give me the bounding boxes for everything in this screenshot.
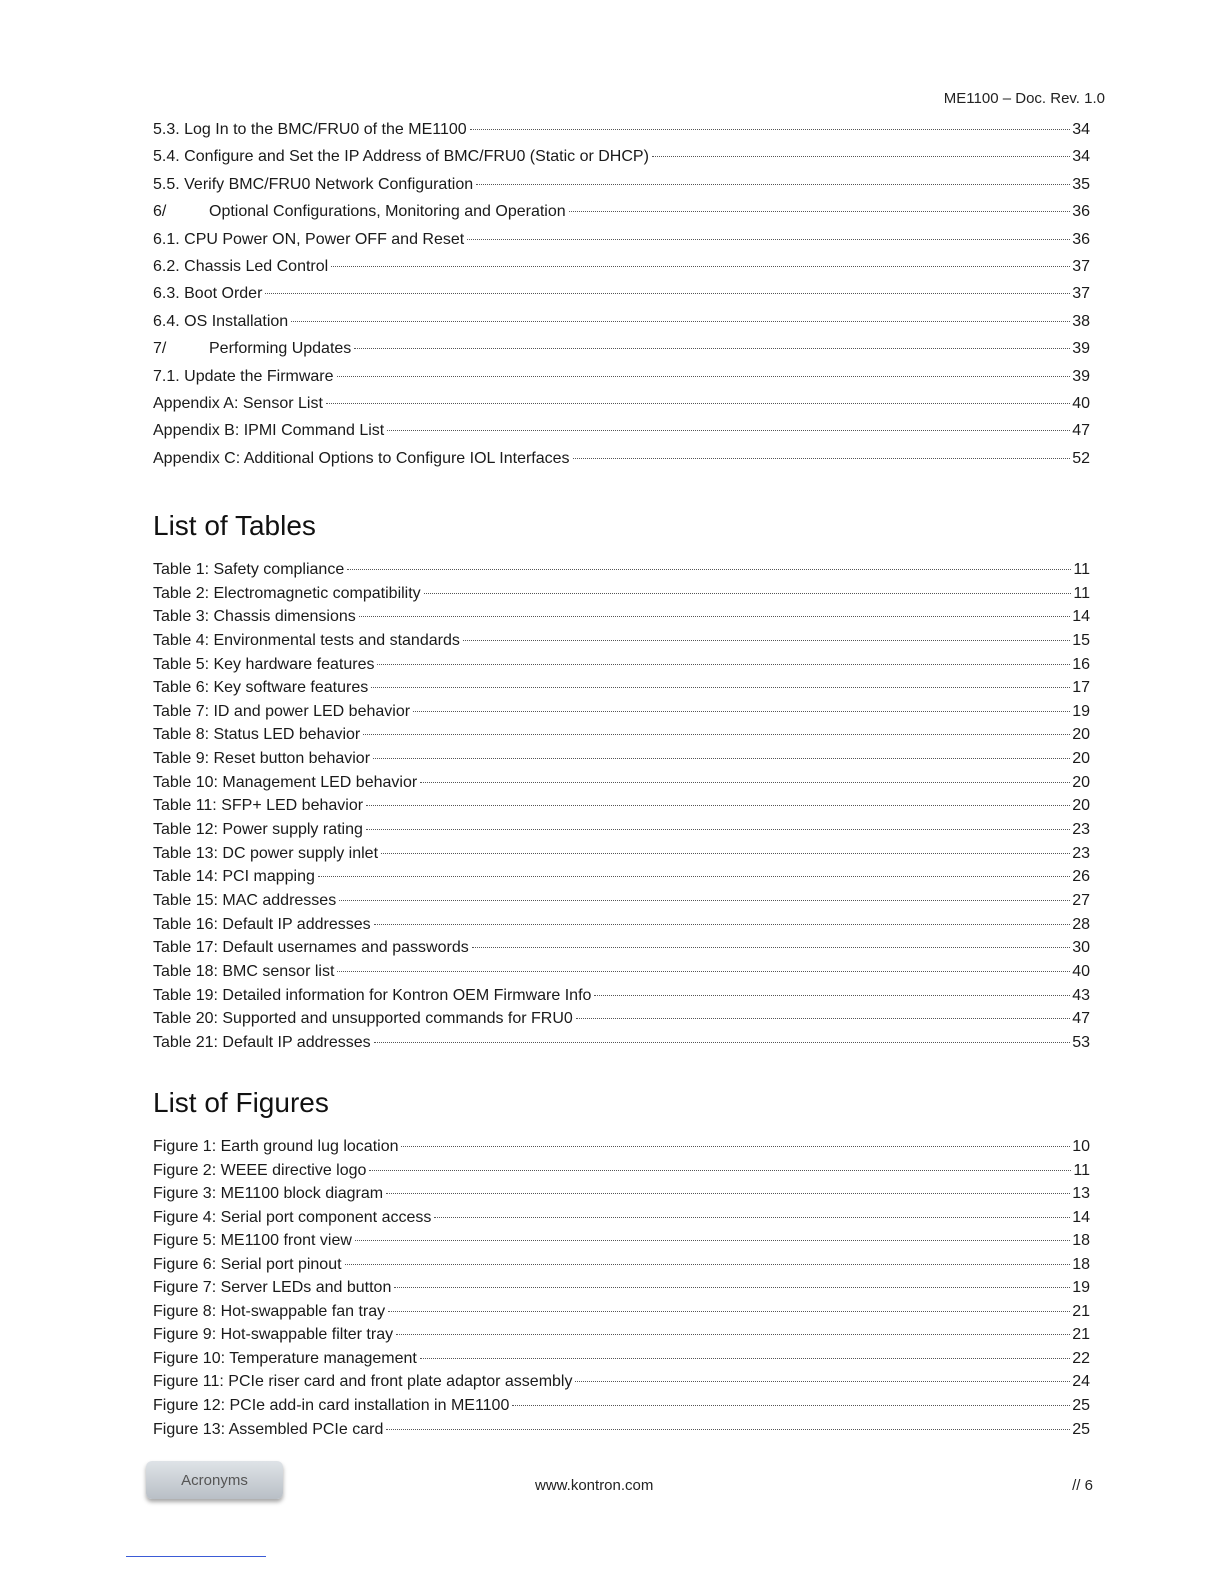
- toc-entry[interactable]: [153, 285, 1090, 312]
- dot-leader: [373, 758, 1070, 759]
- toc-entry[interactable]: [153, 450, 1090, 477]
- toc-entry-title: 5.4. Configure and Set the IP Address of BMC/FRU0 (Static or DHCP): [153, 148, 649, 166]
- toc-page-number: 21: [1072, 1326, 1090, 1344]
- toc-entry-title: Table 20: Supported and unsupported commands for FRU0: [153, 1010, 573, 1028]
- toc-entry-title: Table 18: BMC sensor list: [153, 962, 335, 980]
- toc-page-number: 37: [1072, 257, 1090, 275]
- toc-entry-title: Appendix A: Sensor List: [153, 394, 323, 412]
- table-list-entry[interactable]: [153, 561, 1090, 585]
- dot-leader: [369, 1170, 1071, 1171]
- table-of-contents: [153, 121, 1090, 477]
- dot-leader: [337, 376, 1071, 377]
- toc-entry-title: 5.3. Log In to the BMC/FRU0 of the ME1100: [153, 121, 467, 138]
- toc-entry-title: Figure 9: Hot-swappable filter tray: [153, 1326, 394, 1344]
- toc-entry-title: Table 12: Power supply rating: [153, 821, 363, 839]
- toc-entry[interactable]: [153, 368, 1090, 395]
- table-list-entry[interactable]: [153, 726, 1090, 750]
- toc-page-number: 23: [1072, 844, 1090, 862]
- dot-leader: [381, 853, 1070, 854]
- figure-list-entry[interactable]: [153, 1279, 1090, 1303]
- toc-page-number: 34: [1072, 148, 1090, 166]
- toc-entry[interactable]: [153, 121, 1090, 148]
- toc-entry-title: Table 16: Default IP addresses: [153, 915, 371, 933]
- dot-leader: [363, 734, 1070, 735]
- document-reference: ME1100 – Doc. Rev. 1.0: [943, 90, 1105, 107]
- toc-entry-title: Table 9: Reset button behavior: [153, 750, 371, 768]
- dot-leader: [420, 782, 1070, 783]
- dot-leader: [326, 403, 1070, 404]
- dot-leader: [366, 805, 1070, 806]
- toc-page-number: 19: [1072, 1279, 1090, 1297]
- toc-entry[interactable]: [153, 148, 1090, 175]
- toc-entry-title: Figure 10: Temperature management: [153, 1349, 417, 1367]
- dot-leader: [573, 458, 1071, 459]
- link-underline: [126, 1556, 266, 1557]
- dot-leader: [345, 1264, 1071, 1265]
- toc-page-number: 18: [1072, 1255, 1090, 1273]
- table-list-entry[interactable]: [153, 632, 1090, 656]
- toc-entry-title: Table 2: Electromagnetic compatibility: [153, 584, 421, 602]
- toc-page-number: 21: [1072, 1302, 1090, 1320]
- dot-leader: [396, 1334, 1070, 1335]
- dot-leader: [388, 1311, 1070, 1312]
- toc-entry-title: Table 1: Safety compliance: [153, 561, 345, 578]
- table-list-entry[interactable]: [153, 703, 1090, 727]
- toc-entry-title: Figure 12: PCIe add-in card installation in ME1100: [153, 1397, 510, 1415]
- toc-page-number: 11: [1073, 561, 1090, 578]
- dot-leader: [337, 971, 1070, 972]
- toc-page-number: 36: [1072, 230, 1090, 248]
- toc-page-number: 39: [1072, 340, 1090, 358]
- figure-list-entry[interactable]: [153, 1373, 1090, 1397]
- toc-entry-title: 6.1. CPU Power ON, Power OFF and Reset: [153, 230, 465, 248]
- dot-leader: [386, 1193, 1070, 1194]
- dot-leader: [265, 293, 1070, 294]
- dot-leader: [374, 1042, 1071, 1043]
- toc-entry[interactable]: [153, 395, 1090, 422]
- toc-entry-title: Figure 5: ME1100 front view: [153, 1232, 352, 1250]
- toc-page-number: 11: [1073, 584, 1090, 602]
- toc-entry-title: Table 8: Status LED behavior: [153, 726, 361, 744]
- dot-leader: [467, 239, 1070, 240]
- toc-entry-title: Figure 2: WEEE directive logo: [153, 1161, 367, 1179]
- toc-entry-title: Figure 7: Server LEDs and button: [153, 1279, 392, 1297]
- toc-page-number: 43: [1072, 986, 1090, 1004]
- toc-page-number: 25: [1072, 1397, 1090, 1415]
- toc-entry[interactable]: [153, 231, 1090, 258]
- toc-page-number: 36: [1072, 203, 1090, 221]
- toc-page-number: 22: [1072, 1349, 1090, 1367]
- dot-leader: [420, 1358, 1070, 1359]
- dot-leader: [476, 184, 1070, 185]
- dot-leader: [576, 1018, 1070, 1019]
- toc-entry-title: Optional Configurations, Monitoring and Operation: [209, 203, 566, 221]
- toc-page-number: 19: [1072, 702, 1090, 720]
- toc-page-number: 53: [1072, 1033, 1090, 1051]
- figure-list-entry[interactable]: [153, 1256, 1090, 1280]
- toc-page-number: 11: [1073, 1161, 1090, 1179]
- list-of-tables-title: List of Tables: [153, 510, 316, 541]
- figure-list-entry[interactable]: [153, 1232, 1090, 1256]
- toc-page-number: 14: [1072, 1208, 1090, 1226]
- figure-list-entry[interactable]: [153, 1350, 1090, 1374]
- toc-page-number: 27: [1072, 891, 1090, 909]
- figure-list-entry[interactable]: [153, 1185, 1090, 1209]
- dot-leader: [386, 1429, 1070, 1430]
- toc-page-number: 20: [1072, 797, 1090, 815]
- toc-page-number: 47: [1072, 1010, 1090, 1028]
- list-of-figures-title: List of Figures: [153, 1087, 329, 1118]
- toc-page-number: 26: [1072, 868, 1090, 886]
- toc-page-number: 34: [1072, 121, 1090, 138]
- toc-entry-title: Figure 6: Serial port pinout: [153, 1255, 342, 1273]
- toc-page-number: 15: [1072, 631, 1090, 649]
- toc-entry-title: Table 3: Chassis dimensions: [153, 608, 356, 626]
- table-list-entry[interactable]: [153, 939, 1090, 963]
- toc-entry-title: 5.5. Verify BMC/FRU0 Network Configuration: [153, 175, 474, 193]
- table-list-entry[interactable]: [153, 892, 1090, 916]
- dot-leader: [569, 211, 1071, 212]
- dot-leader: [318, 876, 1070, 877]
- toc-entry-title: Figure 1: Earth ground lug location: [153, 1138, 399, 1155]
- toc-entry[interactable]: [153, 203, 1090, 230]
- dot-leader: [594, 995, 1070, 996]
- table-list-entry[interactable]: [153, 987, 1090, 1011]
- page-number: // 6: [1072, 1477, 1093, 1494]
- toc-page-number: 20: [1072, 773, 1090, 791]
- toc-page-number: 39: [1072, 367, 1090, 385]
- toc-page-number: 20: [1072, 750, 1090, 768]
- table-list-entry[interactable]: [153, 585, 1090, 609]
- table-list-entry[interactable]: [153, 750, 1090, 774]
- toc-entry-title: 6.4. OS Installation: [153, 312, 289, 330]
- toc-entry-title: 7.1. Update the Firmware: [153, 367, 334, 385]
- toc-entry[interactable]: [153, 176, 1090, 203]
- figure-list-entry[interactable]: [153, 1162, 1090, 1186]
- toc-page-number: 25: [1072, 1420, 1090, 1438]
- table-list-entry[interactable]: [153, 821, 1090, 845]
- toc-page-number: 10: [1072, 1138, 1090, 1155]
- toc-entry-title: Performing Updates: [209, 340, 352, 358]
- dot-leader: [413, 711, 1070, 712]
- dot-leader: [347, 569, 1071, 570]
- toc-page-number: 24: [1072, 1373, 1090, 1391]
- toc-page-number: 35: [1072, 175, 1090, 193]
- dot-leader: [394, 1287, 1070, 1288]
- toc-page-number: 47: [1072, 422, 1090, 440]
- toc-entry-title: Table 15: MAC addresses: [153, 891, 337, 909]
- footer-website-link[interactable]: www.kontron.com: [535, 1477, 654, 1494]
- dot-leader: [652, 156, 1070, 157]
- toc-entry-title: Table 21: Default IP addresses: [153, 1033, 371, 1051]
- toc-entry[interactable]: [153, 422, 1090, 449]
- figure-list-entry[interactable]: [153, 1397, 1090, 1421]
- table-list-entry[interactable]: [153, 608, 1090, 632]
- toc-page-number: 52: [1072, 449, 1090, 467]
- toc-entry-title: 6.2. Chassis Led Control: [153, 257, 329, 275]
- toc-page-number: 20: [1072, 726, 1090, 744]
- toc-entry-title: Table 13: DC power supply inlet: [153, 844, 379, 862]
- toc-entry-title: Table 11: SFP+ LED behavior: [153, 797, 364, 815]
- dot-leader: [374, 924, 1071, 925]
- acronyms-button[interactable]: Acronyms: [146, 1461, 283, 1499]
- dot-leader: [355, 1240, 1070, 1241]
- figure-list-entry[interactable]: [153, 1421, 1090, 1445]
- toc-page-number: 18: [1072, 1232, 1090, 1250]
- dot-leader: [339, 900, 1070, 901]
- toc-chapter-number: 6/: [153, 203, 167, 221]
- toc-entry-title: Table 17: Default usernames and passwords: [153, 939, 469, 957]
- toc-entry-title: Appendix B: IPMI Command List: [153, 422, 385, 440]
- table-list-entry[interactable]: [153, 916, 1090, 940]
- figure-list-entry[interactable]: [153, 1138, 1090, 1162]
- dot-leader: [401, 1146, 1070, 1147]
- table-list-entry[interactable]: [153, 1010, 1090, 1034]
- dot-leader: [463, 640, 1070, 641]
- figure-list-entry[interactable]: [153, 1303, 1090, 1327]
- toc-page-number: 23: [1072, 821, 1090, 839]
- toc-entry-title: Figure 11: PCIe riser card and front plate adaptor assembly: [153, 1373, 573, 1391]
- toc-page-number: 17: [1072, 679, 1090, 697]
- toc-entry[interactable]: [153, 313, 1090, 340]
- dot-leader: [424, 593, 1072, 594]
- dot-leader: [377, 664, 1070, 665]
- figure-list-entry[interactable]: [153, 1326, 1090, 1350]
- dot-leader: [354, 348, 1070, 349]
- toc-entry-title: Table 4: Environmental tests and standards: [153, 631, 460, 649]
- toc-page-number: 30: [1072, 939, 1090, 957]
- dot-leader: [331, 266, 1070, 267]
- toc-entry-title: Table 5: Key hardware features: [153, 655, 375, 673]
- toc-entry-title: Appendix C: Additional Options to Configure IOL Interfaces: [153, 449, 570, 467]
- list-of-tables: [153, 561, 1090, 1057]
- toc-entry-title: Table 14: PCI mapping: [153, 868, 315, 886]
- dot-leader: [434, 1217, 1070, 1218]
- toc-entry-title: Table 6: Key software features: [153, 679, 369, 697]
- table-list-entry[interactable]: [153, 774, 1090, 798]
- toc-page-number: 16: [1072, 655, 1090, 673]
- toc-page-number: 14: [1072, 608, 1090, 626]
- dot-leader: [371, 687, 1070, 688]
- toc-entry-title: Figure 13: Assembled PCIe card: [153, 1420, 384, 1438]
- toc-page-number: 40: [1072, 962, 1090, 980]
- toc-entry-title: Figure 4: Serial port component access: [153, 1208, 432, 1226]
- dot-leader: [291, 321, 1070, 322]
- toc-page-number: 28: [1072, 915, 1090, 933]
- toc-entry-title: Table 7: ID and power LED behavior: [153, 702, 411, 720]
- toc-entry-title: Figure 8: Hot-swappable fan tray: [153, 1302, 386, 1320]
- dot-leader: [387, 430, 1070, 431]
- toc-page-number: 13: [1072, 1185, 1090, 1203]
- table-list-entry[interactable]: [153, 868, 1090, 892]
- table-list-entry[interactable]: [153, 845, 1090, 869]
- dot-leader: [472, 947, 1070, 948]
- toc-page-number: 37: [1072, 285, 1090, 303]
- dot-leader: [512, 1405, 1070, 1406]
- table-list-entry[interactable]: [153, 656, 1090, 680]
- table-list-entry[interactable]: [153, 1034, 1090, 1058]
- toc-chapter-number: 7/: [153, 340, 167, 358]
- table-list-entry[interactable]: [153, 679, 1090, 703]
- list-of-figures: [153, 1138, 1090, 1444]
- table-list-entry[interactable]: [153, 797, 1090, 821]
- toc-entry-title: Table 10: Management LED behavior: [153, 773, 418, 791]
- toc-entry-title: Figure 3: ME1100 block diagram: [153, 1185, 384, 1203]
- toc-page-number: 38: [1072, 312, 1090, 330]
- table-list-entry[interactable]: [153, 963, 1090, 987]
- dot-leader: [366, 829, 1070, 830]
- dot-leader: [470, 129, 1071, 130]
- dot-leader: [359, 616, 1070, 617]
- toc-entry-title: Table 19: Detailed information for Kontron OEM Firmware Info: [153, 986, 592, 1004]
- toc-page-number: 40: [1072, 394, 1090, 412]
- dot-leader: [575, 1381, 1070, 1382]
- figure-list-entry[interactable]: [153, 1209, 1090, 1233]
- toc-entry[interactable]: [153, 340, 1090, 367]
- toc-entry[interactable]: [153, 258, 1090, 285]
- toc-entry-title: 6.3. Boot Order: [153, 285, 263, 303]
